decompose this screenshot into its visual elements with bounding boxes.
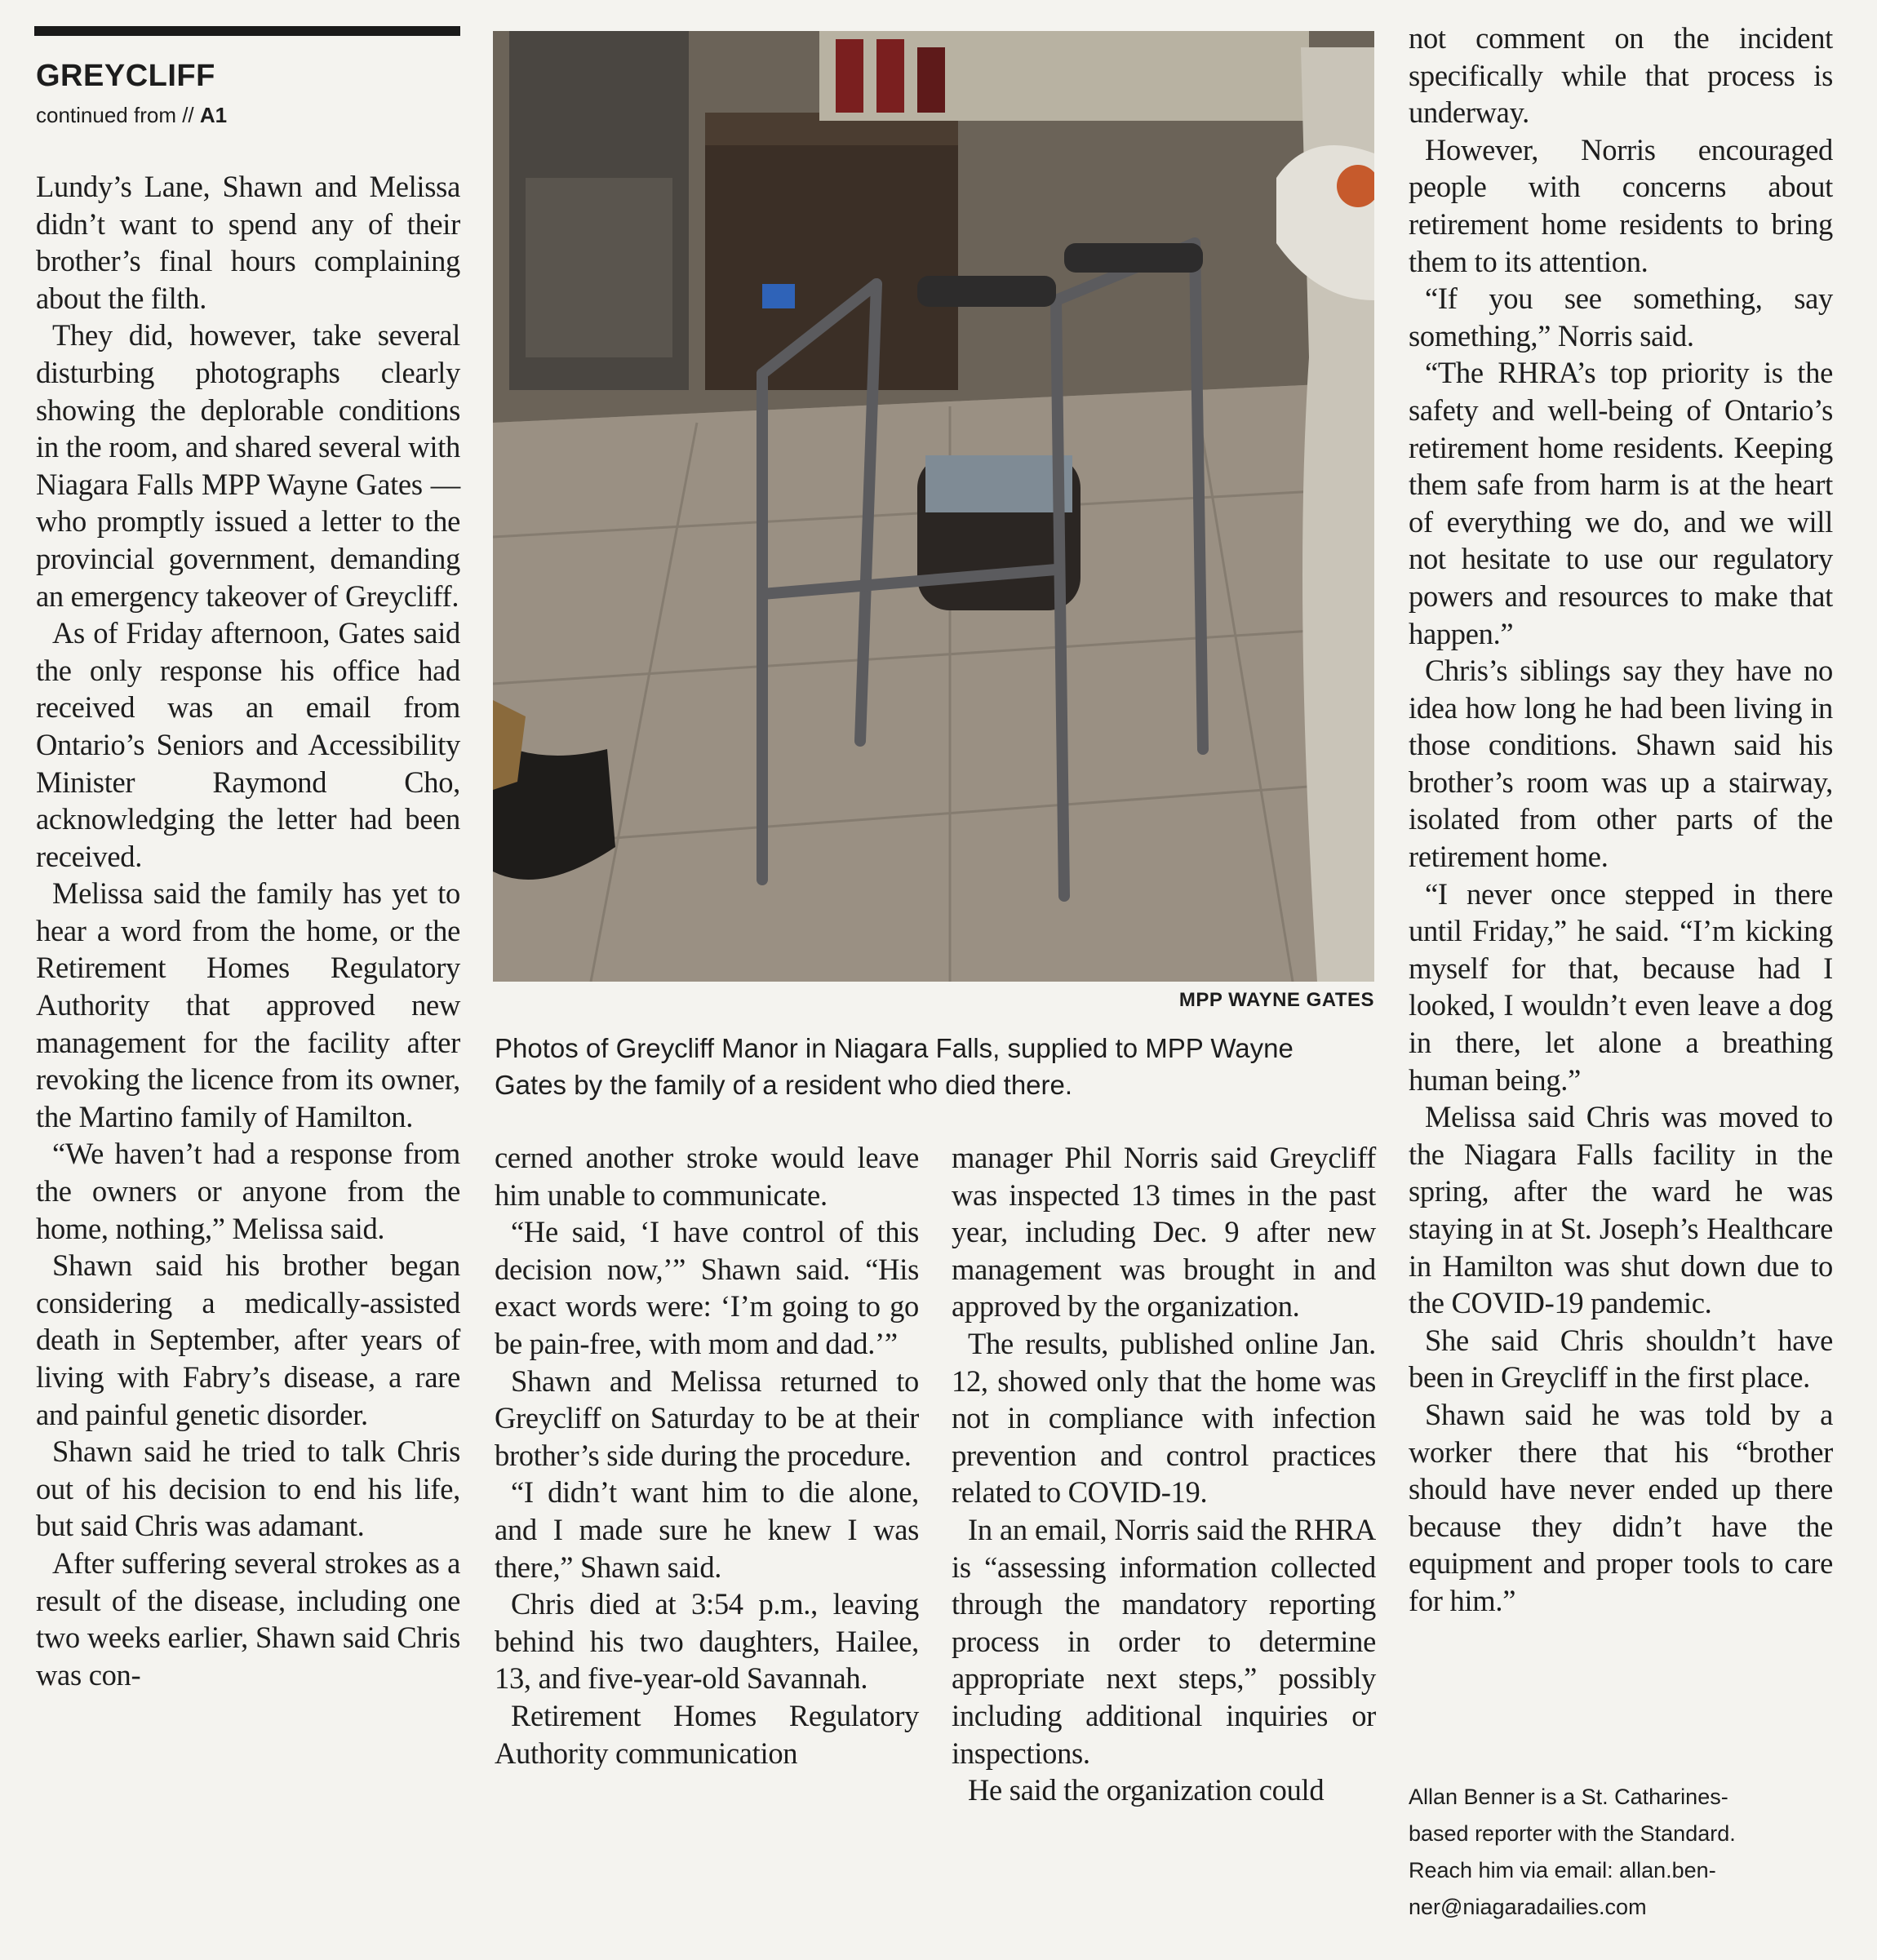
article-photo xyxy=(493,31,1374,982)
article-column-4 xyxy=(1409,20,1833,1620)
paragraph: Lundy’s Lane, Shawn and Melissa didn’t want to spend any of their brother’s final hours complaining about the filth. xyxy=(36,170,460,315)
tagline-line: Allan Benner is a St. Catharines- xyxy=(1409,1785,1728,1809)
author-email-link[interactable]: ner@niagaradailies.com xyxy=(1409,1895,1647,1919)
paragraph: However, Norris encouraged people with concerns about retirement home residents to bring them to its attention. xyxy=(1409,132,1833,278)
paragraph: Shawn and Melissa returned to Greycliff on Saturday to be at their brother’s side during the procedure. xyxy=(495,1364,919,1472)
paragraph: manager Phil Norris said Greycliff was inspected 13 times in the past year, including Dec. 9 after new management was brought in and approved by the organization. xyxy=(952,1141,1376,1324)
continued-label: continued from // xyxy=(36,103,200,127)
paragraph: Shawn said his brother began considering a medically-assisted death in September, after years of living with Fabry’s disease, a rare and painful genetic disorder. xyxy=(36,1248,460,1431)
paragraph: Chris’s siblings say they have no idea how long he had been living in those conditions. Shawn said his brother’s room was up a stairway, isolated from other parts of the retirement home. xyxy=(1409,654,1833,874)
continued-page-link[interactable]: A1 xyxy=(199,103,228,127)
section-kicker: GREYCLIFF xyxy=(36,59,215,93)
photo-caption: Photos of Greycliff Manor in Niagara Falls, supplied to MPP Wayne Gates by the family of a resident who died there. xyxy=(495,1033,1293,1100)
paragraph: As of Friday afternoon, Gates said the only response his office had received was an email from Ontario’s Seniors and Accessibility Minister Raymond Cho, acknowledging the letter had been received. xyxy=(36,616,460,873)
header-rule xyxy=(34,26,460,36)
paragraph: They did, however, take several disturbing photographs clearly showing the deplorable conditions in the room, and shared several with Niagara Falls MPP Wayne Gates — who promptly issued a letter to the provincial government, demanding an emergency takeover of Greycliff. xyxy=(36,318,460,613)
paragraph: He said the organization could xyxy=(968,1773,1325,1807)
paragraph: After suffering several strokes as a result of the disease, including one two weeks earlier, Shawn said Chris was con- xyxy=(36,1545,460,1692)
paragraph: In an email, Norris said the RHRA is “assessing information collected through the mandatory reporting process in order to determine appropriate next steps,” possibly including additional inquiries or inspections. xyxy=(952,1512,1376,1770)
paragraph: not comment on the incident specifically while that process is underway. xyxy=(1409,21,1833,130)
article-column-2 xyxy=(495,1139,919,1772)
photo-walker-room xyxy=(493,31,1374,982)
paragraph: “If you see something, say something,” Norris said. xyxy=(1409,282,1833,353)
paragraph: cerned another stroke would leave him unable to communicate. xyxy=(495,1141,919,1212)
article-column-3 xyxy=(952,1139,1376,1809)
paragraph: “I didn’t want him to die alone, and I made sure he knew I was there,” Shawn said. xyxy=(495,1475,919,1584)
author-tagline xyxy=(1409,1779,1833,1926)
paragraph: Shawn said he was told by a worker there that his “brother should have never ended up there because they didn’t have the equipment and proper tools to care for him.” xyxy=(1409,1397,1833,1617)
paragraph: Melissa said Chris was moved to the Niagara Falls facility in the spring, after the ward he was staying in at St. Joseph’s Healthcare in Hamilton was shut down due to the COVID-19 pandemic. xyxy=(1409,1100,1833,1320)
paragraph: Chris died at 3:54 p.m., leaving behind his two daughters, Hailee, 13, and five-year-old Savannah. xyxy=(495,1587,919,1696)
paragraph: “The RHRA’s top priority is the safety and well-being of Ontario’s retirement home residents. Keeping them safe from harm is at the heart of everything we do, and we will not hesitate to use our regulatory powers and resources to make that happen.” xyxy=(1409,356,1833,650)
paragraph: Melissa said the family has yet to hear a word from the home, or the Retirement Homes Regulatory Authority that approved new management for the facility after revoking the licence from its owner, the Martino family of Hamilton. xyxy=(36,876,460,1133)
paragraph: Retirement Homes Regulatory Authority communication xyxy=(495,1698,919,1770)
continued-from-line xyxy=(36,103,227,128)
paragraph: “I never once stepped in there until Friday,” he said. “I’m kicking myself for that, because had I looked, I wouldn’t even leave a dog in there, let alone a breathing human being.” xyxy=(1409,876,1833,1097)
paragraph: The results, published online Jan. 12, showed only that the home was not in compliance with infection prevention and control practices related to COVID-19. xyxy=(952,1326,1376,1510)
paragraph: Shawn said he tried to talk Chris out of his decision to end his life, but said Chris was adamant. xyxy=(36,1435,460,1543)
paragraph: She said Chris shouldn’t have been in Greycliff in the first place. xyxy=(1409,1323,1833,1395)
paragraph: “We haven’t had a response from the owners or anyone from the home, nothing,” Melissa said. xyxy=(36,1137,460,1245)
photo-credit: MPP WAYNE GATES xyxy=(1178,989,1374,1011)
tagline-line: based reporter with the Standard. xyxy=(1409,1821,1736,1846)
tagline-line: Reach him via email: allan.ben- xyxy=(1409,1858,1716,1882)
article-column-1 xyxy=(36,168,460,1693)
paragraph: “He said, ‘I have control of this decision now,’” Shawn said. “His exact words were: ‘I’m going to go be pain-free, with mom and dad.’” xyxy=(495,1215,919,1360)
